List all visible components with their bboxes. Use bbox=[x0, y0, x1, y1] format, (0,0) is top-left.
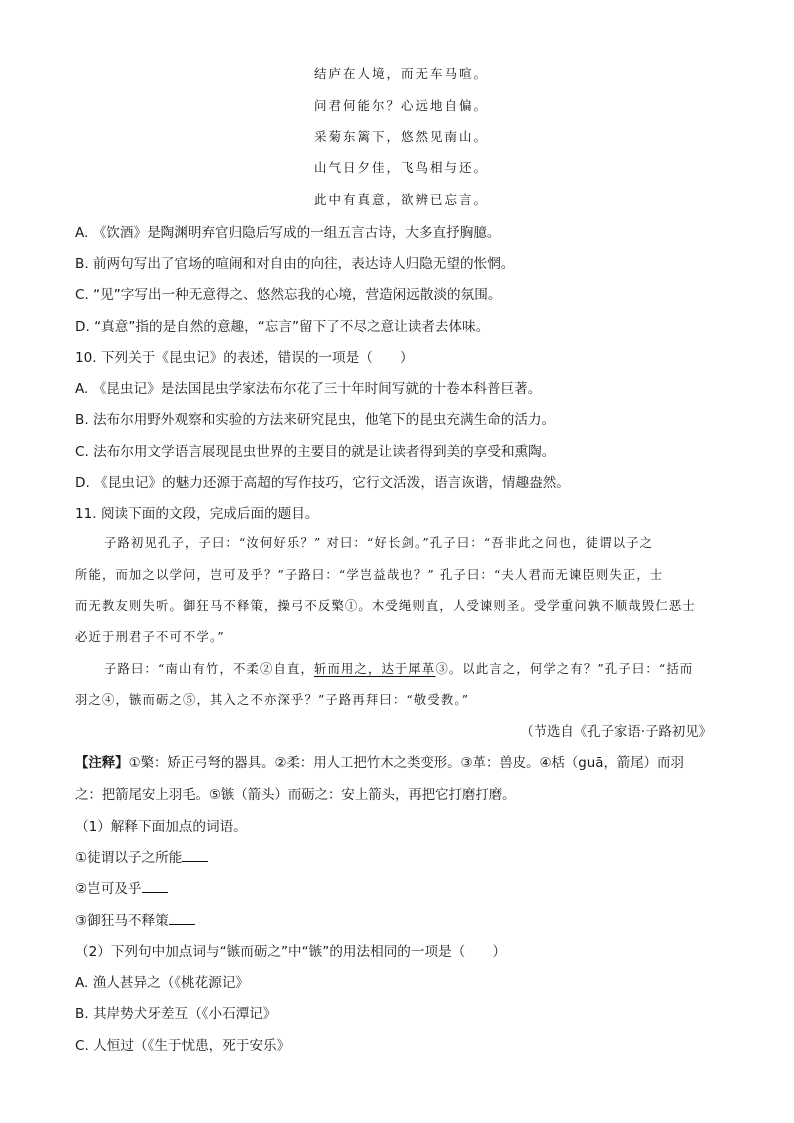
annotation-line: 之：把箭尾安上羽毛。⑤镞（箭头）而砺之：安上箭头，再把它打磨打磨。 bbox=[75, 788, 516, 803]
passage-text: 子路曰：“南山有竹，不柔②自直， bbox=[104, 662, 314, 676]
sub1-item-text: ①徒谓以子之所能 bbox=[75, 850, 183, 866]
q9-option-b: B. 前两句写出了官场的喧闹和对自由的向往，表达诗人归隐无望的怅惘。 bbox=[75, 256, 515, 272]
annotation-label: 【注释】 bbox=[75, 756, 129, 771]
q9-option-a: A. 《饮酒》是陶渊明弃官归隐后写成的一组五言古诗，大多直抒胸臆。 bbox=[75, 225, 501, 241]
annotation-line bbox=[75, 752, 684, 771]
sub-question-1: （1）解释下面加点的词语。 bbox=[75, 819, 247, 835]
passage-line: 羽之④，镞而砺之⑤，其入之不亦深乎？”子路再拜曰：“敬受教。” bbox=[75, 693, 470, 707]
sub1-item-text: ③御狂马不释策 bbox=[75, 913, 169, 929]
sub1-item bbox=[75, 877, 168, 897]
sub1-item bbox=[75, 846, 208, 866]
poem-line: 采菊东篱下，悠然见南山。 bbox=[314, 129, 489, 144]
passage-text: ③。以此言之，何学之有？”孔子曰：“括而 bbox=[435, 662, 694, 676]
answer-blank bbox=[169, 912, 195, 925]
sub2-option-a: A. 渔人甚异之（《桃花源记》 bbox=[75, 975, 250, 991]
q10-option-a: A. 《昆虫记》是法国昆虫学家法布尔花了三十年时间写就的十卷本科普巨著。 bbox=[75, 381, 542, 397]
q9-option-c: C. “见”字写出一种无意得之、悠然忘我的心境，营造闲远散淡的氛围。 bbox=[75, 287, 502, 303]
sub2-option-b: B. 其岸势犬牙差互（《小石潭记》 bbox=[75, 1006, 277, 1022]
passage-line: 所能，而加之以学问，岂可及乎？”子路曰：“学岂益哉也？” 孔子曰：“夫人君而无谏臣则失正，士 bbox=[75, 568, 664, 582]
q10-stem: 10. 下列关于《昆虫记》的表述，错误的一项是（ ） bbox=[75, 350, 414, 366]
passage-line: 必近于刑君子不可不学。” bbox=[75, 630, 225, 644]
q10-option-d: D. 《昆虫记》的魅力还源于高超的写作技巧，它行文活泼，语言诙谐，情趣盎然。 bbox=[75, 475, 570, 491]
poem-line: 问君何能尔？心远地自偏。 bbox=[314, 98, 489, 113]
passage-source: （节选自《孔子家语·子路初见》 bbox=[520, 725, 712, 740]
sub2-option-c: C. 人恒过（《生于忧患，死于安乐》 bbox=[75, 1038, 291, 1054]
sub-question-2: （2）下列句中加点词与“镞而砺之”中“镞”的用法相同的一项是（ ） bbox=[75, 944, 507, 960]
q10-option-c: C. 法布尔用文学语言展现昆虫世界的主要目的就是让读者得到美的享受和熏陶。 bbox=[75, 444, 556, 460]
q10-option-b: B. 法布尔用野外观察和实验的方法来研究昆虫，他笔下的昆虫充满生命的活力。 bbox=[75, 412, 556, 428]
poem-line: 结庐在人境，而无车马喧。 bbox=[314, 66, 489, 81]
passage-line: 而无教友则失听。御狂马不释策，操弓不反檠①。木受绳则直，人受谏则圣。受学重问孰不顺哉毁仁恶士 bbox=[75, 599, 696, 613]
answer-blank bbox=[182, 849, 208, 862]
q9-option-d: D. “真意”指的是自然的意趣，“忘言”留下了不尽之意让读者去体味。 bbox=[75, 319, 490, 335]
annotation-text: ①檠：矫正弓弩的器具。②柔：用人工把竹木之类变形。③革：兽皮。④栝（guā，箭尾）而羽 bbox=[128, 756, 684, 771]
sub1-item bbox=[75, 909, 195, 929]
passage-line bbox=[104, 659, 693, 677]
passage-line: 子路初见孔子，子曰：“汝何好乐？” 对曰：“好长剑。”孔子曰：“吾非此之问也，徒谓以子之 bbox=[104, 536, 654, 550]
poem-line: 山气日夕佳，飞鸟相与还。 bbox=[314, 160, 489, 175]
underlined-sentence: 斩而用之，达于犀革 bbox=[313, 662, 436, 676]
q11-stem: 11. 阅读下面的文段，完成后面的题目。 bbox=[75, 506, 319, 522]
sub1-item-text: ②岂可及乎 bbox=[75, 881, 142, 897]
answer-blank bbox=[142, 880, 168, 893]
poem-line: 此中有真意，欲辨已忘言。 bbox=[314, 192, 489, 207]
